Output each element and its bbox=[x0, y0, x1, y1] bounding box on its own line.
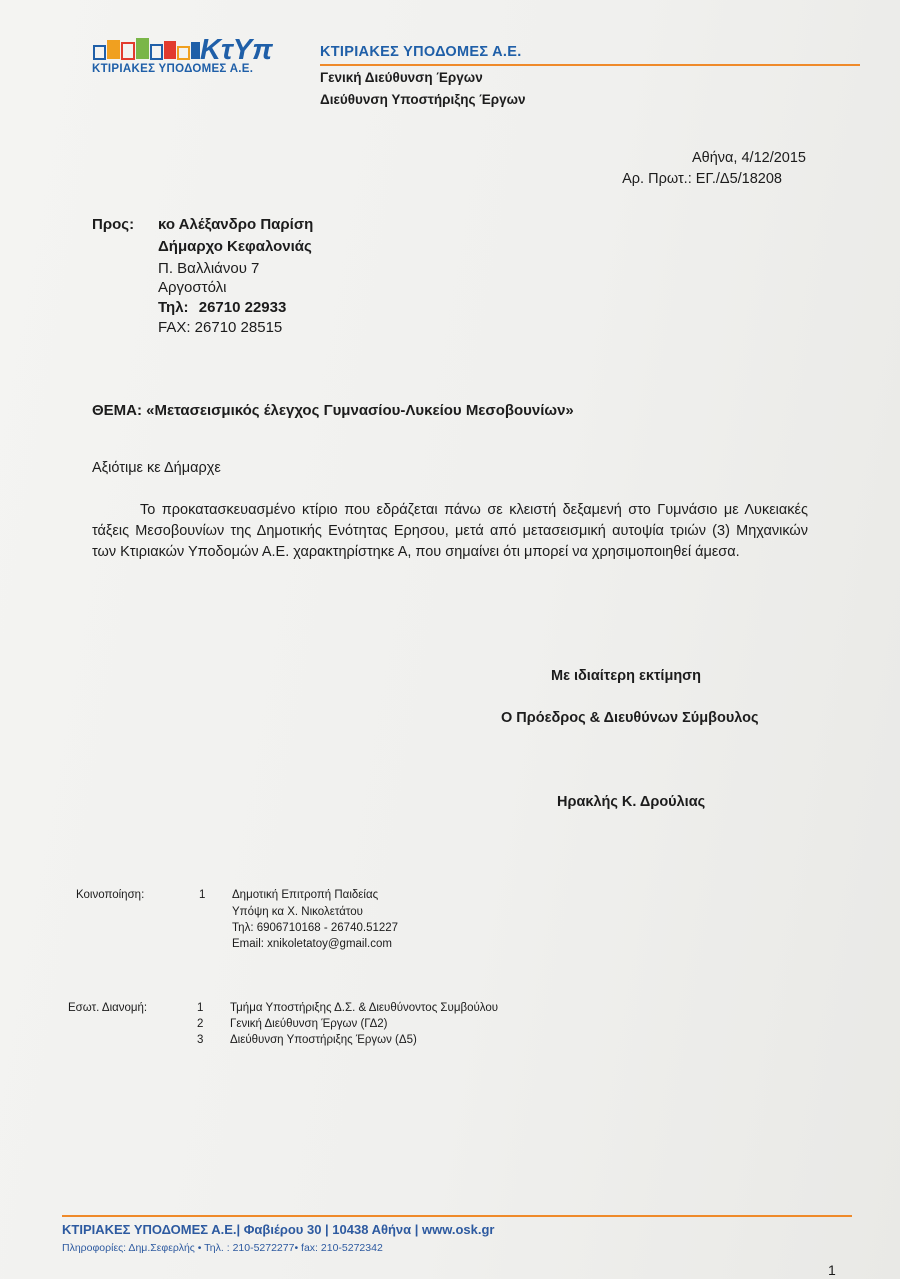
logo-wordmark: ΚτΥπ bbox=[200, 34, 273, 66]
recipient-street: Π. Βαλλιάνου 7 bbox=[158, 260, 260, 277]
logo-subtitle: ΚΤΙΡΙΑΚΕΣ ΥΠΟΔΟΜΕΣ Α.Ε. bbox=[92, 63, 254, 75]
notification-line: Email: xnikoletatoy@gmail.com bbox=[232, 938, 392, 950]
company-name: ΚΤΙΡΙΑΚΕΣ ΥΠΟΔΟΜΕΣ Α.Ε. bbox=[320, 44, 522, 60]
phone-number: 26710 22933 bbox=[198, 299, 287, 316]
logo-buildings-icon bbox=[92, 36, 202, 60]
notification-label: Κοινοποίηση: bbox=[76, 889, 145, 901]
header-company bbox=[320, 44, 522, 60]
distribution-item: Τμήμα Υποστήριξης Δ.Σ. & Διευθύνοντος Συμβούλου bbox=[230, 1002, 499, 1014]
internal-distribution-label: Εσωτ. Διανομή: bbox=[68, 1002, 148, 1014]
salutation: Αξιότιμε κε Δήμαρχε bbox=[92, 460, 221, 476]
recipient-name: κο Αλέξανδρο Παρίση bbox=[158, 216, 314, 233]
letter-date: Αθήνα, 4/12/2015 bbox=[692, 150, 806, 166]
support-directorate: Διεύθυνση Υποστήριξης Έργων bbox=[320, 92, 526, 107]
letter-subject: ΘΕΜΑ: «Μετασεισμικός έλεγχος Γυμνασίου-Λυκείου Μεσοβουνίων» bbox=[92, 402, 574, 419]
signatory-name: Ηρακλής Κ. Δρούλιας bbox=[557, 794, 706, 810]
footer-address: ΚΤΙΡΙΑΚΕΣ ΥΠΟΔΟΜΕΣ Α.Ε.| Φαβιέρου 30 | 10438 Αθήνα | www.osk.gr bbox=[62, 1222, 495, 1237]
footer-contact: Πληροφορίες: Δημ.Σεφερλής • Τηλ. : 210-5272277• fax: 210-5272342 bbox=[62, 1242, 383, 1254]
distribution-number: 1 bbox=[197, 1002, 204, 1014]
recipient-city: Αργοστόλι bbox=[158, 279, 227, 296]
notification-line: Τηλ: 6906710168 - 26740.51227 bbox=[232, 922, 399, 934]
distribution-item: Διεύθυνση Υποστήριξης Έργων (Δ5) bbox=[230, 1034, 417, 1046]
header-divider bbox=[320, 64, 860, 66]
footer-divider bbox=[62, 1215, 852, 1217]
distribution-number: 2 bbox=[197, 1018, 204, 1030]
recipient-phone bbox=[158, 299, 286, 316]
recipient-fax: FAX: 26710 28515 bbox=[158, 319, 283, 336]
closing-regards: Με ιδιαίτερη εκτίμηση bbox=[551, 668, 701, 684]
phone-label: Τηλ: bbox=[158, 299, 189, 316]
general-directorate: Γενική Διεύθυνση Έργων bbox=[320, 70, 483, 85]
signatory-position: Ο Πρόεδρος & Διευθύνων Σύμβουλος bbox=[501, 710, 759, 726]
letter-body: Το προκατασκευασμένο κτίριο που εδράζεται πάνω σε κλειστή δεξαμενή στο Γυμνάσιο με Λυκειακές τάξεις Μεσοβουνίων της Δημοτικής Ενότητας Ερησου, μετά από μετασεισμική αυτοψία τριών (3) Μηχανικών των Κτιριακών Υποδομών Α.Ε. χαρακτηρίστηκε Α, που σημαίνει ότι μπορεί να χρησιμοποιηθεί άμεσα. bbox=[92, 502, 808, 560]
notification-number: 1 bbox=[199, 889, 206, 901]
notification-line: Δημοτική Επιτροπή Παιδείας bbox=[232, 889, 379, 901]
recipient-title: Δήμαρχο Κεφαλονιάς bbox=[158, 238, 312, 255]
distribution-number: 3 bbox=[197, 1034, 204, 1046]
notification-line: Υπόψη κα Χ. Νικολετάτου bbox=[232, 906, 363, 918]
protocol-number: Αρ. Πρωτ.: ΕΓ./Δ5/18208 bbox=[622, 171, 782, 187]
company-logo bbox=[92, 36, 322, 82]
distribution-item: Γενική Διεύθυνση Έργων (ΓΔ2) bbox=[230, 1018, 388, 1030]
recipient-label: Προς: bbox=[92, 216, 135, 233]
page-number: 1 bbox=[828, 1262, 836, 1278]
